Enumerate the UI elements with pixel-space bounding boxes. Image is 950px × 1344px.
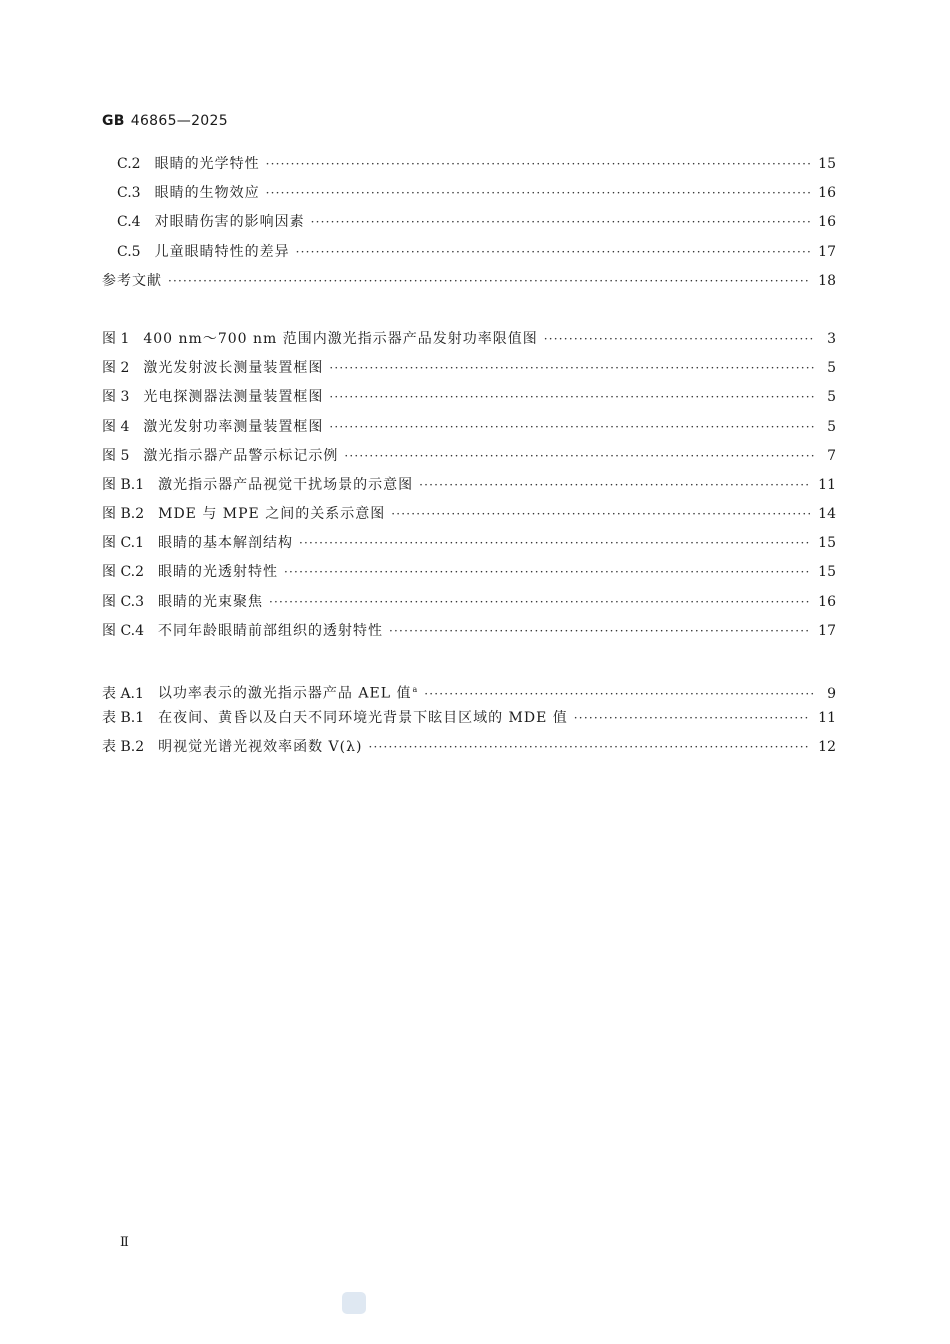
toc-entry-title-text: 激光指示器产品视觉干扰场景的示意图 [158,476,414,493]
toc-entry-page: 11 [818,710,836,727]
table-of-contents [102,150,836,763]
toc-entry-title-text: 参考文献 [102,272,162,289]
toc-entry-title-text: 对眼睛伤害的影响因素 [154,214,305,231]
toc-entry-page: 16 [818,185,836,202]
toc-leader-dots [266,150,811,179]
toc-leader-dots [269,588,810,617]
toc-entry[interactable] [102,529,836,558]
toc-sections-group [102,150,836,296]
toc-entry[interactable] [102,150,836,179]
toc-leader-dots [329,354,814,383]
toc-entry-number: C.4 [117,214,141,231]
toc-entry-title-text: 激光发射波长测量装置框图 [143,360,324,377]
standard-number: 46865—2025 [130,113,228,129]
toc-entry-title-text: 不同年龄眼睛前部组织的透射特性 [158,622,384,639]
toc-entry-title [158,529,293,558]
toc-entry-page: 15 [818,156,836,172]
toc-entry[interactable] [102,442,836,471]
toc-leader-dots [266,179,811,208]
toc-entry-title [158,558,278,587]
toc-entry-number: 表 A.1 [102,685,144,702]
toc-entry[interactable] [102,588,836,617]
toc-entry[interactable] [102,383,836,412]
toc-entry-title [158,617,383,646]
toc-leader-dots [329,413,814,442]
toc-leader-dots [284,558,810,587]
toc-leader-dots [574,704,810,733]
toc-entry-number: 表 B.1 [102,710,145,727]
toc-entry-page: 12 [818,739,836,756]
toc-entry-title [158,588,263,617]
toc-entry-number: 图 C.3 [102,593,145,610]
toc-entry-title-text: 眼睛的生物效应 [154,185,260,202]
toc-entry-number: 图 2 [102,360,130,377]
toc-entry-title-text: 光电探测器法测量装置框图 [143,389,324,406]
toc-entry-page: 5 [827,389,836,406]
toc-entry[interactable] [102,617,836,646]
toc-leader-dots [544,325,814,354]
toc-leader-dots [329,383,814,412]
toc-entry-number: 图 4 [102,418,130,435]
toc-entry-title-text: 400 nm～700 nm 范围内激光指示器产品发射功率限值图 [143,330,538,347]
toc-entry[interactable] [102,238,836,267]
toc-entry-number: 图 C.1 [102,535,145,552]
toc-entry-number: 表 B.2 [102,739,145,756]
toc-entry-title [155,179,260,208]
toc-entry-page: 18 [818,272,836,289]
toc-entry-page: 3 [827,330,836,347]
toc-entry-title [143,325,537,354]
toc-entry-title-text: 明视觉光谱光视效率函数 V(λ) [158,739,363,756]
page-number: Ⅱ [120,1235,129,1250]
toc-entry-title [158,471,413,500]
toc-entry-title [143,383,323,412]
toc-entry[interactable] [102,267,836,296]
toc-entry[interactable] [102,354,836,383]
toc-entry-footnote-mark: a [412,685,419,694]
toc-entry-title [143,354,323,383]
toc-entry-page: 14 [818,506,836,523]
toc-entry-page: 15 [818,535,836,552]
toc-figures-group [102,325,836,646]
toc-entry-number: 图 C.4 [102,622,145,639]
toc-entry-title [158,500,385,529]
standard-prefix: GB [102,113,125,129]
toc-entry-page: 9 [827,685,836,702]
toc-entry-title-text: 眼睛的光学特性 [154,156,260,172]
toc-entry-title-text: 以功率表示的激光指示器产品 AEL 值 [157,685,412,702]
toc-entry-number: C.2 [117,156,141,172]
toc-entry-number: 图 B.2 [102,506,145,523]
toc-entry-page: 5 [827,418,836,435]
toc-entry[interactable] [102,471,836,500]
toc-entry-number: 图 C.2 [102,564,145,581]
toc-entry-number: 图 B.1 [102,476,145,493]
toc-entry-title [143,413,323,442]
toc-entry-title-text: 眼睛的光束聚焦 [158,593,264,610]
toc-entry-page: 17 [818,243,836,260]
toc-leader-dots [311,208,811,237]
toc-entry-title [155,208,305,237]
toc-entry-title [102,267,162,296]
toc-entry-number: C.3 [117,185,141,202]
toc-entry-title-text: 激光发射功率测量装置框图 [143,418,324,435]
sac-watermark-logo [342,1292,366,1314]
toc-entry[interactable] [102,208,836,237]
toc-leader-dots [168,267,810,296]
toc-entry[interactable] [102,733,836,762]
toc-entry-title-text: 在夜间、黄昏以及白天不同环境光背景下眩目区域的 MDE 值 [158,710,568,727]
toc-entry-title-text: 眼睛的基本解剖结构 [158,535,294,552]
toc-entry-title [155,150,260,179]
toc-entry-title-text: 眼睛的光透射特性 [158,564,279,581]
toc-leader-dots [344,442,814,471]
toc-entry-title [143,442,338,471]
toc-entry-title-text: 激光指示器产品警示标记示例 [143,447,339,464]
toc-entry-page: 16 [818,214,836,231]
toc-entry[interactable] [102,558,836,587]
toc-entry[interactable] [102,500,836,529]
toc-leader-dots [296,238,811,267]
toc-entry-page: 7 [827,447,836,464]
toc-entry-number: 图 1 [102,330,130,347]
toc-entry-title [155,238,290,267]
toc-leader-dots [368,733,810,762]
toc-entry-title [158,733,362,762]
toc-entry-title-text: 儿童眼睛特性的差异 [154,243,290,260]
toc-entry[interactable] [102,675,836,704]
toc-leader-dots [299,529,810,558]
toc-entry-page: 15 [818,564,836,581]
toc-leader-dots [419,471,810,500]
toc-leader-dots [389,617,810,646]
toc-entry[interactable] [102,179,836,208]
toc-entry-title [158,704,568,733]
toc-entry-number: C.5 [117,243,141,260]
toc-entry-title-text: MDE 与 MPE 之间的关系示意图 [158,506,386,523]
toc-entry[interactable] [102,325,836,354]
toc-entry[interactable] [102,704,836,733]
toc-entry-number: 图 5 [102,447,130,464]
toc-entry[interactable] [102,413,836,442]
toc-entry-number: 图 3 [102,389,130,406]
toc-tables-group [102,675,836,763]
toc-entry-page: 5 [827,360,836,377]
toc-entry-page: 17 [818,622,836,639]
standard-header [102,113,228,129]
toc-entry-page: 16 [818,593,836,610]
toc-entry-page: 11 [818,476,836,493]
toc-leader-dots [391,500,810,529]
